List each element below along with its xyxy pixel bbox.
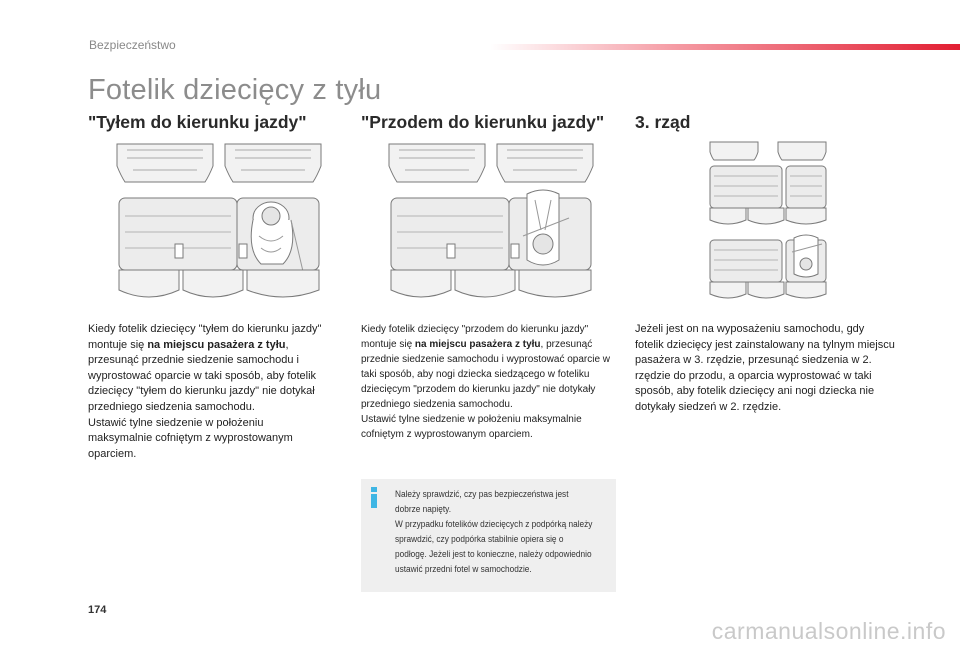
third-row-child-seat-illustration bbox=[706, 140, 830, 308]
heading-rear-facing: "Tyłem do kierunku jazdy" bbox=[88, 112, 307, 132]
header-accent-bar bbox=[490, 44, 960, 50]
section-label: Bezpieczeństwo bbox=[89, 38, 176, 52]
rear-facing-child-seat-illustration bbox=[113, 140, 325, 306]
info-box bbox=[361, 479, 616, 592]
info-icon bbox=[369, 487, 379, 509]
page-number: 174 bbox=[88, 604, 107, 616]
heading-forward-facing: "Przodem do kierunku jazdy" bbox=[361, 112, 605, 132]
rear-facing-description: Kiedy fotelik dziecięcy "tyłem do kierunku jazdy" montuje się na miejscu pasażera z tyłu, przesunąć przednie siedzenie samochodu i wyprostować oparcie w taki sposób, aby fotelik dziecięcy "tyłem do kierunku jazdy" nie dotykał przedniego siedzenia samochodu. Ustawić tylne siedzenie w położeniu maksymalnie cofniętym z wyprostowanym oparciem. bbox=[88, 323, 322, 460]
watermark: carmanualsonline.info bbox=[711, 618, 946, 644]
info-box-text: Należy sprawdzić, czy pas bezpieczeństwa jest dobrze napięty. W przypadku fotelików dziecięcych z podpórką należy sprawdzić, czy podpórka stabilnie opiera się o podłogę. Jeżeli jest to konieczne, należy odpowiednio ustawić przedni fotel w samochodzie. bbox=[395, 489, 593, 574]
forward-facing-child-seat-illustration bbox=[385, 140, 597, 306]
third-row-description: Jeżeli jest on na wyposażeniu samochodu, gdy fotelik dziecięcy jest zainstalowany na tylnym miejscu pasażera w 3. rzędzie, przesunąć siedzenia w 2. rzędzie do przodu, a oparcia wyprostować w taki sposób, aby fotelik dziecięcy ani nogi dziecka nie dotykały siedzeń w 2. rzędzie. bbox=[635, 323, 895, 413]
page-title: Fotelik dziecięcy z tyłu bbox=[88, 74, 382, 106]
heading-third-row: 3. rząd bbox=[635, 112, 691, 132]
forward-facing-description: Kiedy fotelik dziecięcy "przodem do kierunku jazdy" montuje się na miejscu pasażera z tyłu, przesunąć przednie siedzenie samochodu i wyprostować oparcie w taki sposób, aby nogi dziecka siedzącego w foteliku dziecięcym "przodem do kierunku jazdy" nie dotykały przedniego siedzenia samochodu. Ustawić tylne siedzenie w położeniu maksymalnie cofniętym z wyprostowanym oparciem. bbox=[361, 324, 611, 440]
